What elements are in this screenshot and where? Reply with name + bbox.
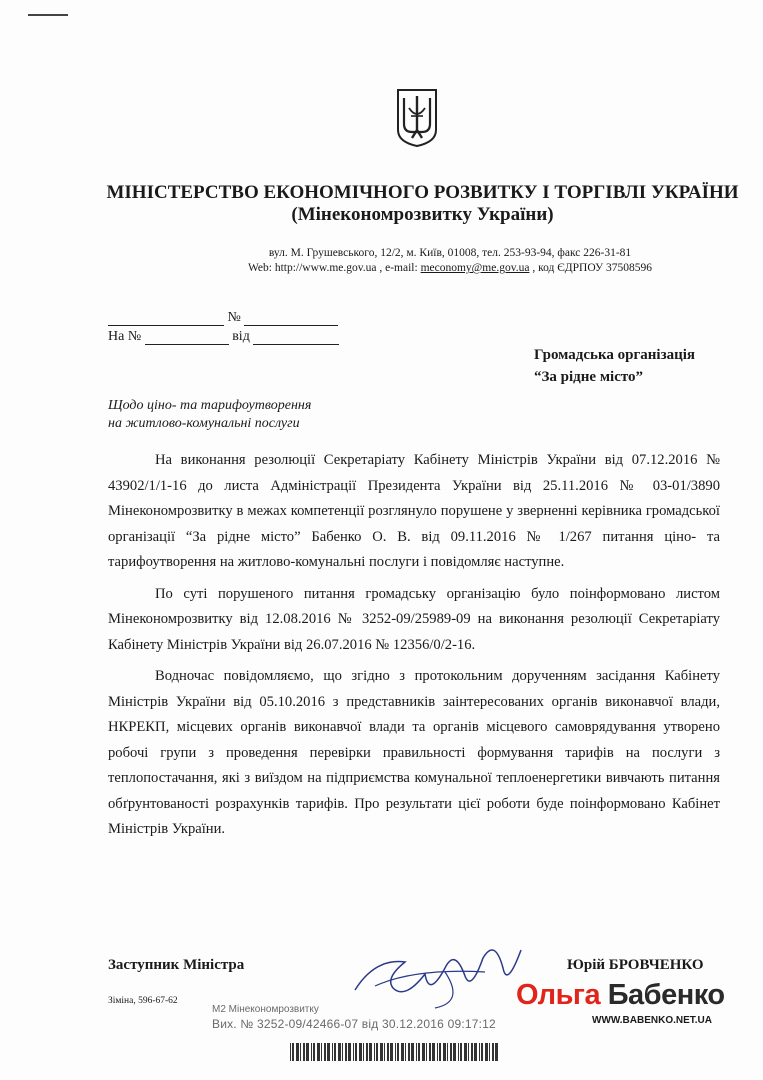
barcode-bar: [453, 1043, 456, 1061]
barcode-bar: [481, 1043, 483, 1061]
barcode-bar: [471, 1043, 473, 1061]
barcode-bar: [300, 1043, 301, 1061]
barcode-bar: [332, 1043, 333, 1061]
from-word: від: [232, 329, 250, 344]
barcode-bar: [380, 1043, 383, 1061]
ministry-address: [190, 246, 710, 276]
email-link[interactable]: meconomy@me.gov.ua: [420, 262, 530, 274]
registration-stamp-line-2: Вих. № 3252-09/42466-07 від 30.12.2016 09:17:12: [212, 1017, 496, 1031]
barcode-bar: [489, 1043, 490, 1061]
barcode-bar: [369, 1043, 372, 1061]
barcode-bar: [292, 1043, 294, 1061]
watermark-last-name: Бабенко: [607, 979, 725, 1011]
barcode-bar: [439, 1043, 441, 1061]
barcode-bar: [429, 1043, 431, 1061]
watermark-name: [516, 979, 725, 1012]
barcode-bar: [390, 1043, 393, 1061]
barcode-bar: [317, 1043, 320, 1061]
barcode-bar: [376, 1043, 378, 1061]
barcode-bar: [397, 1043, 399, 1061]
recipient-block: [534, 344, 695, 388]
barcode-bar: [384, 1043, 385, 1061]
web-line: [190, 261, 710, 276]
barcode-bar: [374, 1043, 375, 1061]
barcode-bar: [485, 1043, 488, 1061]
barcode-bar: [387, 1043, 389, 1061]
barcode-bar: [492, 1043, 494, 1061]
reply-number-blank: [145, 330, 229, 345]
barcode-bar: [422, 1043, 425, 1061]
barcode-bar: [348, 1043, 351, 1061]
barcode-bar: [460, 1043, 462, 1061]
barcode-bar: [411, 1043, 414, 1061]
address-line: вул. М. Грушевського, 12/2, м. Київ, 01008, тел. 253-93-94, факс 226-31-81: [268, 247, 632, 259]
barcode-bar: [474, 1043, 477, 1061]
barcode-bar: [306, 1043, 309, 1061]
recipient-line-2: “За рідне місто”: [534, 369, 644, 385]
barcode-bar: [334, 1043, 336, 1061]
watermark-url: WWW.BABENKO.NET.UA: [592, 1015, 712, 1026]
barcode-bar: [342, 1043, 343, 1061]
barcode-bar: [353, 1043, 354, 1061]
barcode-bar: [311, 1043, 312, 1061]
date-blank: [108, 311, 224, 326]
corner-mark: [28, 14, 68, 16]
barcode-bar: [426, 1043, 427, 1061]
signer-title: Заступник Міністра: [108, 957, 245, 973]
barcode-bar: [338, 1043, 341, 1061]
barcode-bar: [437, 1043, 438, 1061]
body-paragraph-3: Водночас повідомляємо, що згідно з протокольним дорученням засідання Кабінету Міністрів України від 05.10.2016 з представників заінтересованих органів виконавчої влади, НКРЕКП, місцевих органів виконавчої влади та органів місцевого самоврядування утворено робочі групи з проведення перевірки правильності формування тарифів на послуги з теплопостачання, які з виїздом на підприємства комунальної теплоенергетики вивчають питання обґрунтованості розрахунків тарифів. Про результати цієї роботи буде поінформовано Кабінет Міністрів України.: [108, 668, 720, 837]
trident-emblem-icon: [394, 86, 440, 148]
barcode-bar: [313, 1043, 315, 1061]
ministry-short-name: (Мінекономрозвитку України): [291, 204, 554, 225]
barcode-bar: [443, 1043, 446, 1061]
barcode-bar: [418, 1043, 420, 1061]
signer-name: Юрій БРОВЧЕНКО: [567, 957, 704, 973]
executor-info: Зіміна, 596-67-62: [108, 996, 178, 1006]
ministry-heading: [0, 182, 763, 226]
barcode-bar: [355, 1043, 357, 1061]
barcode-bar: [464, 1043, 467, 1061]
outgoing-number-line: [108, 310, 338, 326]
body-paragraph-2: По суті порушеного питання громадську організацію було поінформовано листом Мінекономрозвитку від 12.08.2016 № 3252-09/25989-09 на виконання резолюції Секретаріату Кабінету Міністрів України від 26.07.2016 № 12356/0/2-16.: [108, 585, 720, 653]
barcode-bar: [458, 1043, 459, 1061]
barcode-bar: [447, 1043, 448, 1061]
barcode-bar: [401, 1043, 404, 1061]
web-prefix: Web: http://www.me.gov.ua , e-mail:: [247, 262, 421, 274]
reply-number-line: [108, 329, 339, 345]
barcode-bar: [321, 1043, 322, 1061]
reply-date-blank: [253, 330, 339, 345]
barcode-bar: [495, 1043, 498, 1061]
barcode-bar: [468, 1043, 469, 1061]
barcode-bar: [479, 1043, 480, 1061]
barcode-bar: [303, 1043, 305, 1061]
recipient-line-1: Громадська організація: [534, 347, 696, 363]
handwritten-signature: [345, 928, 535, 1018]
body-paragraph-1: На виконання резолюції Секретаріату Кабінету Міністрів України від 07.12.2016 № 43902/1/1-16 до листа Адміністрації Президента України від 25.11.2016 № 03-01/3890 Мінекономрозвитку в межах компетенції розглянуло порушене у зверненні керівника громадської організації “За рідне місто” Бабенко О. В. від 09.11.2016 № 1/267 питання ціно- та тарифоутворення на житлово-комунальні послуги і повідомляє наступне.: [108, 452, 720, 570]
barcode-bar: [405, 1043, 406, 1061]
reply-prefix: На №: [108, 329, 142, 344]
ministry-name: МІНІСТЕРСТВО ЕКОНОМІЧНОГО РОЗВИТКУ І ТОРГІВЛІ УКРАЇНИ: [106, 182, 739, 203]
barcode-bar: [450, 1043, 452, 1061]
web-suffix: , код ЄДРПОУ 37508596: [529, 262, 653, 274]
letter-body: [108, 448, 720, 849]
registration-stamp-line-1: М2 Мінекономрозвитку: [212, 1004, 319, 1015]
barcode-bar: [296, 1043, 299, 1061]
barcode: [290, 1043, 500, 1061]
barcode-bar: [290, 1043, 291, 1061]
barcode-bar: [432, 1043, 435, 1061]
barcode-bar: [324, 1043, 326, 1061]
barcode-bar: [366, 1043, 368, 1061]
number-blank: [244, 311, 338, 326]
watermark-first-name: Ольга: [516, 979, 601, 1011]
barcode-bar: [395, 1043, 396, 1061]
barcode-bar: [416, 1043, 417, 1061]
subject-line-2: на житлово-комунальні послуги: [108, 416, 300, 431]
barcode-bar: [408, 1043, 410, 1061]
barcode-bar: [363, 1043, 364, 1061]
barcode-bar: [359, 1043, 362, 1061]
number-sign: №: [227, 310, 241, 325]
barcode-bar: [327, 1043, 330, 1061]
barcode-bar: [345, 1043, 347, 1061]
subject-block: [108, 397, 311, 433]
subject-line-1: Щодо ціно- та тарифоутворення: [108, 398, 312, 413]
